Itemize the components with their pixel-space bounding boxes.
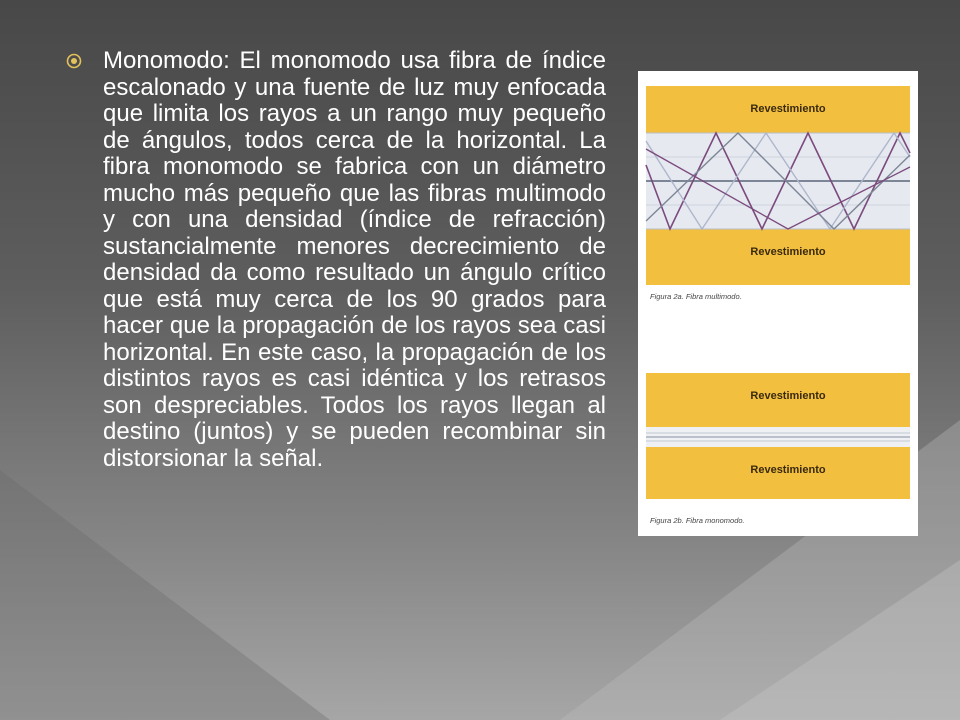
slide-content <box>66 48 606 472</box>
body-text: Monomodo: El monomodo usa fibra de índice escalonado y una fuente de luz muy enfocada que limita los rayos a un rango muy pequeño de ángulos, todos cerca de la horizontal. La fibra monomodo se fabrica con un diámetro mucho más pequeño que las fibras multimodo y con una densidad (índice de refracción) sustancialmente menores decrecimiento de densidad da como resultado un ángulo crítico que está muy cerca de los 90 grados para hacer que la propagación de los rayos sea casi horizontal. En este caso, la propagación de los distintos rayos es casi idéntica y los retrasos son despreciables. Todos los rayos llegan al destino (juntos) y se pueden recombinar sin distorsionar la señal. <box>103 47 606 472</box>
fiber-figure <box>638 71 918 536</box>
singlemode-cladding-bottom-label: Revestimiento <box>750 464 826 476</box>
singlemode-diagram <box>646 373 910 525</box>
multimode-diagram <box>646 86 910 301</box>
multimode-caption: Figura 2a. Fibra multimodo. <box>650 292 742 301</box>
singlemode-caption: Figura 2b. Fibra monomodo. <box>650 516 745 525</box>
bullet-item <box>66 48 606 472</box>
multimode-cladding-top-label: Revestimiento <box>750 103 826 115</box>
target-bullet-icon <box>66 53 82 69</box>
singlemode-cladding-top-label: Revestimiento <box>750 390 826 402</box>
multimode-cladding-bottom-label: Revestimiento <box>750 246 826 258</box>
